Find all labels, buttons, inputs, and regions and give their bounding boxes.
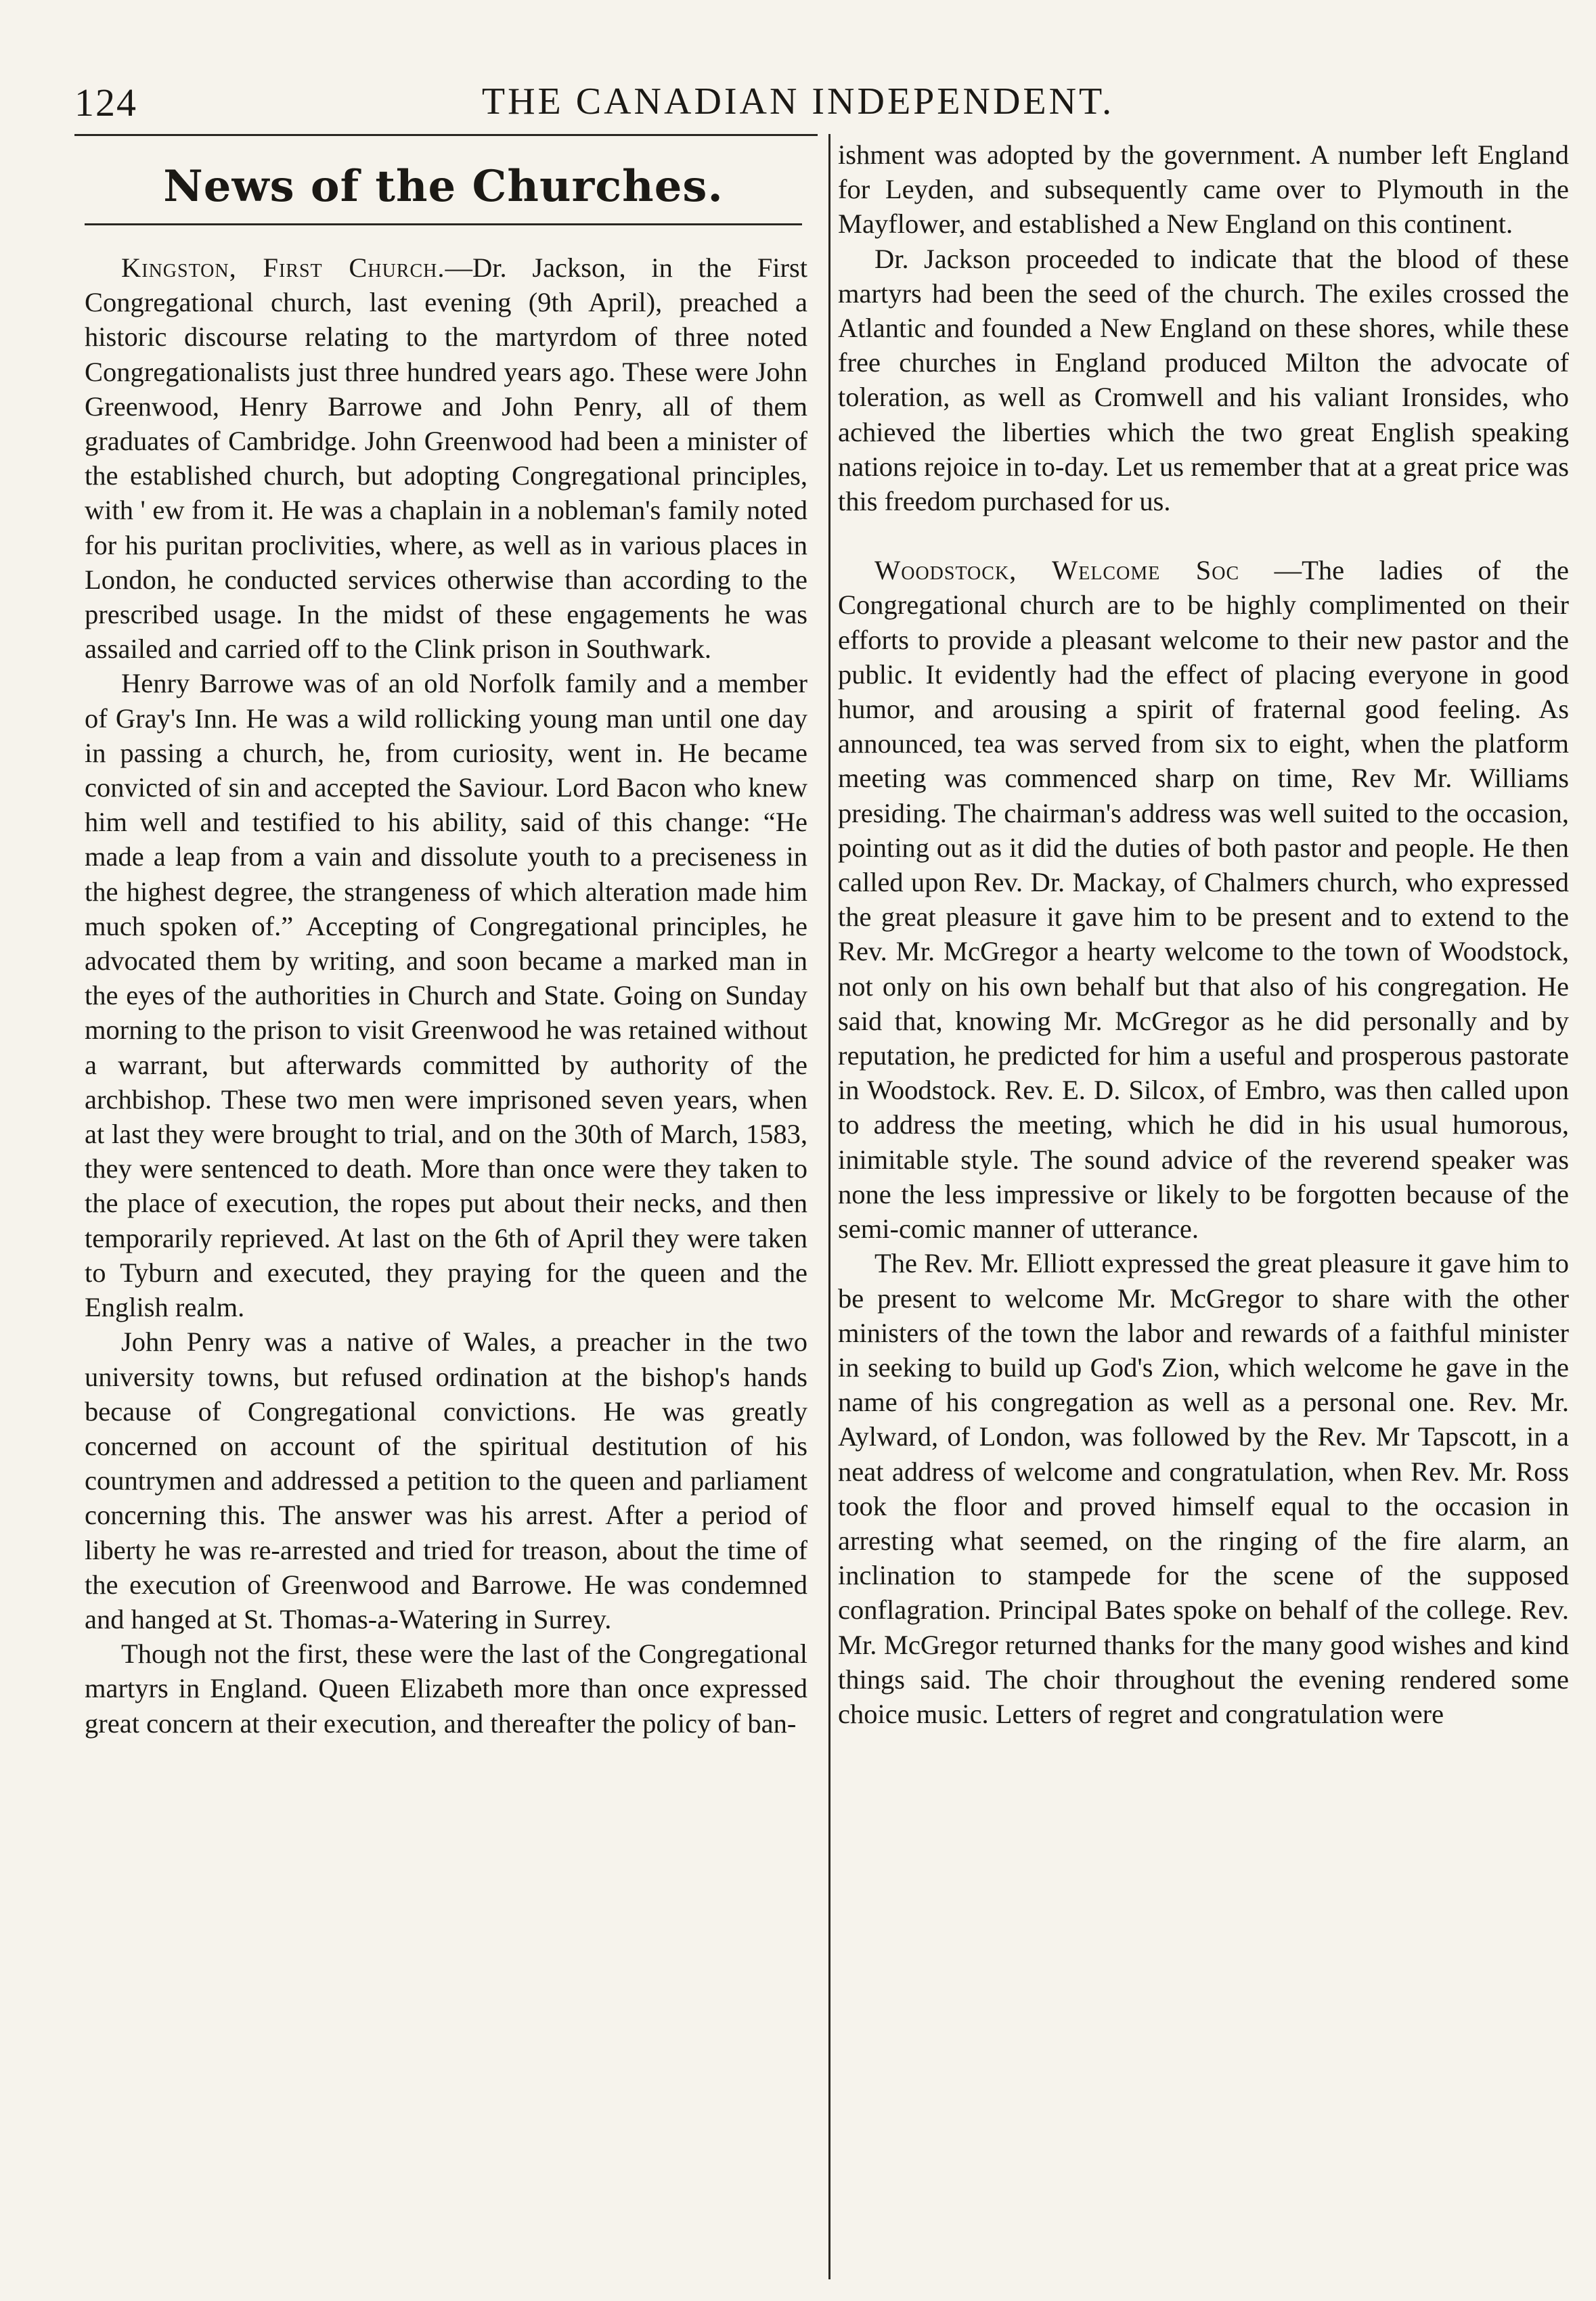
article-paragraph: Though not the first, these were the last of the Congregational martyrs in England. Queen Elizabeth more than once expressed great concern at their execution, and thereafter the policy of ban- [85, 1638, 807, 1739]
section-heading-rule [85, 223, 802, 225]
header-rule [74, 134, 818, 136]
article-paragraph: The Rev. Mr. Elliott expressed the great pleasure it gave him to be present to welcome Mr. McGregor to share with the other ministers of the town the labor and rewards of a faithful minister in seeking to build up God's Zion, which welcome he gave in the name of his congregation as well as a personal one. Rev. Mr. Aylward, of London, was followed by the Rev. Mr Tapscott, in a neat address of welcome and congratulation, when Rev. Mr. Ross took the floor and proved himself equal to the occasion in arresting what seemed, on the ringing of the fire alarm, an inclination to stampede for the scene of the supposed conflagration. Principal Bates spoke on behalf of the college. Rev. Mr. McGregor returned thanks for the many good wishes and kind things said. The choir throughout the evening rendered some choice music. Letters of regret and congratulation were [838, 1248, 1569, 1729]
section-heading: News of the Churches. [163, 161, 724, 212]
article-paragraph: Dr. Jackson proceeded to indicate that the blood of these martyrs had been the seed of the church. The exiles crossed the Atlantic and founded a New England on these shores, while these free churches in England produced Milton the advocate of toleration, as well as Cromwell and his valiant Ironsides, who achieved the liberties which the two great English speaking nations rejoice in to-day. Let us remember that at a great price was this freedom purchased for us. [838, 243, 1569, 517]
article-paragraph: Kingston, First Church.—Dr. Jackson, in the First Congregational church, last evening (9th April), preached a historic discourse relating to the martyrdom of three noted Congregationalists just three hundred years ago. These were John Greenwood, Henry Barrowe and John Penry, all of them graduates of Cambridge. John Greenwood had been a minister of the established church, but adopting Congregational principles, with ' ew from it. He was a chaplain in a nobleman's family noted for his puritan proclivities, where, as well as in various places in London, he conducted services otherwise than according to the prescribed usage. In the midst of these engagements he was assailed and carried off to the Clink prison in Southwark. [85, 252, 808, 665]
article-paragraph: Henry Barrowe was of an old Norfolk family and a member of Gray's Inn. He was a wild rollicking young man until one day in passing a church, he, from curiosity, went in. He became convicted of sin and accepted the Saviour. Lord Bacon who knew him well and testified to his ability, said of this change: “He made a leap from a vain and dissolute youth to a preciseness in the highest degree, the strangeness of which alteration made him much spoken of.” Accepting of Congregational principles, he advocated them by writing, and soon became a marked man in the eyes of the authorities in Church and State. Going on Sunday morning to the prison to visit Greenwood he was retained without a warrant, but afterwards committed by authority of the archbishop. These two men were imprisoned seven years, when at last they were brought to trial, and on the 30th of March, 1583, they were sentenced to death. More than once were they taken to the place of execution, the ropes put about their necks, and then temporarily reprieved. At last on the 6th of April they were taken to Tyburn and executed, they praying for the queen and the English realm. [85, 668, 807, 1323]
page-number: 124 [74, 81, 137, 125]
article-lead-kingston: Kingston, First Church. [121, 252, 445, 283]
article-lead-woodstock: Woodstock, Welcome Soc [874, 555, 1240, 586]
column-divider [828, 134, 830, 2279]
running-title: THE CANADIAN INDEPENDENT. [481, 81, 1115, 122]
article-paragraph-continued: ishment was adopted by the government. A number left England for Leyden, and subsequently came over to Plymouth in the Mayflower, and established a New England on this continent. [838, 139, 1569, 240]
left-column [85, 250, 807, 1741]
article-paragraph: John Penry was a native of Wales, a preacher in the two university towns, but refused ordination at the bishop's hands because of Congregational convictions. He was greatly concerned on account of the spiritual destitution of his countrymen and addressed a petition to the queen and parliament concerning this. The answer was his arrest. After a period of liberty he was re-arrested and tried for treason, about the time of the execution of Greenwood and Barrowe. He was condemned and hanged at St. Thomas-a-Watering in Surrey. [85, 1326, 807, 1634]
page-header [74, 80, 1522, 127]
article-paragraph: Woodstock, Welcome Soc —The ladies of the Congregational church are to be highly complimented on their efforts to provide a pleasant welcome to their new pastor and the public. It evidently had the effect of placing everyone in good humor, and arousing a spirit of fraternal good feeling. As announced, tea was served from six to eight, when the platform meeting was commenced sharp on time, Rev Mr. Williams presiding. The chairman's address was well suited to the occasion, pointing out as it did the duties of both pastor and people. He then called upon Rev. Dr. Mackay, of Chalmers church, who expressed the great pleasure it gave him to be present and to extend to the Rev. Mr. McGregor a hearty welcome to the town of Woodstock, not only on his own behalf but that also of his congregation. He said that, knowing Mr. McGregor as he did personally and by reputation, he predicted for him a useful and prosperous pastorate in Woodstock. Rev. E. D. Silcox, of Embro, was then called upon to address the meeting, which he did in his usual humorous, inimitable style. The sound advice of the reverend speaker was none the less impressive or likely to be forgotten because of the semi-comic manner of utterance. [838, 555, 1569, 1245]
right-column [838, 137, 1569, 1731]
